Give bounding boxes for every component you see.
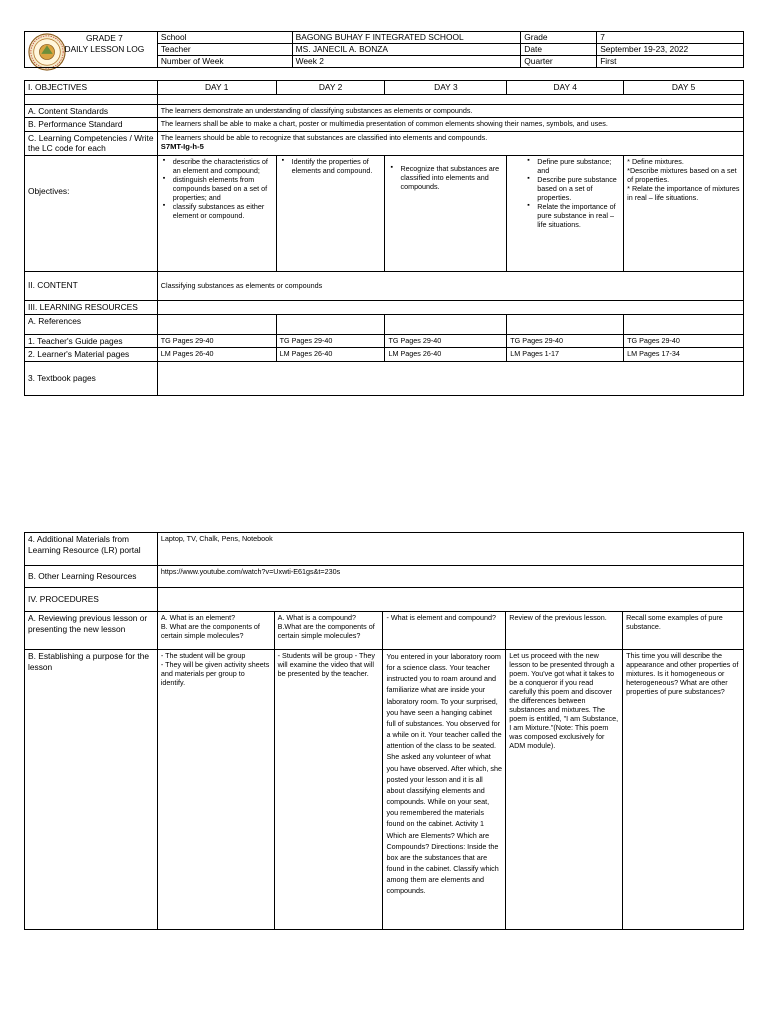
date-value: September 19-23, 2022 — [597, 44, 744, 56]
additional-materials-text: Laptop, TV, Chalk, Pens, Notebook — [157, 533, 743, 566]
day-3-objective: ▪ Recognize that substances are classified into elements and compounds. — [400, 164, 503, 191]
competencies-cell — [157, 131, 743, 155]
header-title-cell — [25, 32, 158, 68]
day-5-objective: *Describe mixtures based on a set of properties. — [627, 165, 737, 184]
teacher-value: MS. JANECIL A. BONZA — [292, 44, 521, 56]
tg-pages-day-3: TG Pages 29-40 — [385, 334, 507, 348]
header-table — [24, 31, 744, 68]
competencies-text: The learners should be able to recognize that substances are classified into elements and compounds. — [160, 132, 488, 142]
lc-code: S7MT-Ig-h-5 — [160, 141, 204, 151]
quarter-value: First — [597, 56, 744, 68]
purpose-label: B. Establishing a purpose for the lesson — [25, 650, 158, 930]
day-4-objective: ▪ Describe pure substance based on a set of properties. — [537, 175, 620, 202]
day-3-objectives — [385, 155, 507, 271]
grade-value: 7 — [597, 32, 744, 44]
content-standards-text: The learners demonstrate an understanding of classifying substances as elements or compounds. — [157, 104, 743, 118]
day-1-objective: ▪ classify substances as either element or compound. — [173, 202, 273, 220]
content-text: Classifying substances as elements or compounds — [157, 271, 743, 300]
school-label: School — [157, 32, 292, 44]
lm-pages-day-4: LM Pages 1-17 — [507, 348, 624, 362]
tg-pages-day-2: TG Pages 29-40 — [276, 334, 385, 348]
day-4-heading: DAY 4 — [507, 81, 624, 95]
textbook-label: 3. Textbook pages — [25, 361, 158, 395]
content-standards-label: A. Content Standards — [25, 104, 158, 118]
tg-pages-day-1: TG Pages 29-40 — [157, 334, 276, 348]
lm-pages-day-2: LM Pages 26-40 — [276, 348, 385, 362]
competencies-label: C. Learning Competencies / Write the LC code for each — [25, 131, 158, 155]
day-1-objective: ▪ distinguish elements from compounds based on a set of properties; and — [173, 175, 273, 202]
school-value: BAGONG BUHAY F INTEGRATED SCHOOL — [292, 32, 521, 44]
performance-standard-label: B. Performance Standard — [25, 118, 158, 132]
purpose-day-4: Let us proceed with the new lesson to be presented through a poem. You've got what it takes to be a conqueror if you read carefully this poem and discover the differences between substances and mixtures. The poem is entitled, "I am Substance, I am Mixture."(Note: This poem was composed exclusively for ADM module). — [506, 650, 623, 930]
day-1-objectives — [157, 155, 276, 271]
log-title: DAILY LESSON LOG — [64, 43, 145, 54]
review-day-4: Review of the previous lesson. — [506, 612, 623, 650]
purpose-day-1: - The student will be group - They will be given activity sheets and materials per group to identify. — [157, 650, 274, 930]
quarter-label: Quarter — [521, 56, 597, 68]
tg-label: 1. Teacher's Guide pages — [25, 334, 158, 348]
tg-pages-day-5: TG Pages 29-40 — [624, 334, 744, 348]
review-day-1: A. What is an element? B. What are the components of certain simple molecules? — [157, 612, 274, 650]
review-day-2: A. What is a compound? B.What are the components of certain simple molecules? — [274, 612, 383, 650]
lm-pages-day-3: LM Pages 26-40 — [385, 348, 507, 362]
learning-resources-label: III. LEARNING RESOURCES — [25, 300, 158, 314]
other-resources-label: B. Other Learning Resources — [25, 566, 158, 588]
day-3-heading: DAY 3 — [385, 81, 507, 95]
procedures-table — [24, 532, 744, 930]
day-4-objectives — [507, 155, 624, 271]
other-resources-link[interactable]: https://www.youtube.com/watch?v=Uxwti-E61gs&t=230s — [157, 566, 743, 588]
lm-pages-day-1: LM Pages 26-40 — [157, 348, 276, 362]
day-1-objective: ▪ describe the characteristics of an element and compound; — [173, 157, 273, 175]
review-day-5: Recall some examples of pure substance. — [623, 612, 744, 650]
grade-line: GRADE 7 — [86, 33, 123, 43]
review-label: A. Reviewing previous lesson or presenting the new lesson — [25, 612, 158, 650]
grade-label: Grade — [521, 32, 597, 44]
day-2-objectives — [276, 155, 385, 271]
procedures-label: IV. PROCEDURES — [25, 588, 158, 612]
day-4-objective: ▪ Define pure substance; and — [537, 157, 620, 175]
week-label: Number of Week — [157, 56, 292, 68]
teacher-label: Teacher — [157, 44, 292, 56]
review-day-3: - What is element and compound? — [383, 612, 506, 650]
date-label: Date — [521, 44, 597, 56]
additional-materials-label: 4. Additional Materials from Learning Resource (LR) portal — [25, 533, 158, 566]
content-label: II. CONTENT — [25, 271, 158, 300]
purpose-day-5: This time you will describe the appearance and other properties of mixtures. Is it homogeneous or heterogeneous? What are other properties of pure substances? — [623, 650, 744, 930]
day-5-objective: * Relate the importance of mixtures in real – life situations. — [627, 183, 740, 202]
tg-pages-day-4: TG Pages 29-40 — [507, 334, 624, 348]
day-5-objectives — [624, 155, 744, 271]
day-5-heading: DAY 5 — [624, 81, 744, 95]
lm-pages-day-5: LM Pages 17-34 — [624, 348, 744, 362]
objectives-table — [24, 80, 744, 396]
day-2-objective: ▪ Identify the properties of elements and compound. — [292, 157, 382, 175]
day-5-objective: * Define mixtures. — [627, 156, 684, 166]
day-1-heading: DAY 1 — [157, 81, 276, 95]
lm-label: 2. Learner's Material pages — [25, 348, 158, 362]
purpose-day-2: - Students will be group - They will examine the video that will be presented by the teacher. — [274, 650, 383, 930]
day-4-objective: ▪ Relate the importance of pure substance in real – life situations. — [537, 202, 620, 229]
day-2-heading: DAY 2 — [276, 81, 385, 95]
performance-standard-text: The learners shall be able to make a chart, poster or multimedia presentation of common elements showing their names, symbols, and uses. — [157, 118, 743, 132]
purpose-day-3: You entered in your laboratory room for a science class. Your teacher instructed you to roam around and familiarize what are inside your laboratory room. To your surprised, you have seen a hanging cabinet full of substances. You observed for a while on it. Your teacher called the attention of the class to be seated. She asked any volunteer of what you have observed. After which, she posted your lesson and it is all about classifying elements and compounds. While on your seat, you remembered the materials found on the cabinet. Activity 1 Which are Elements? Which are Compounds? Directions: Inside the box are the substances that are found in the cabinet. Classify which among them are elements and compounds. — [383, 650, 506, 930]
references-label: A. References — [25, 314, 158, 334]
objectives-heading: I. OBJECTIVES — [25, 81, 158, 95]
objectives-row-label: Objectives: — [25, 155, 158, 271]
week-value: Week 2 — [292, 56, 521, 68]
